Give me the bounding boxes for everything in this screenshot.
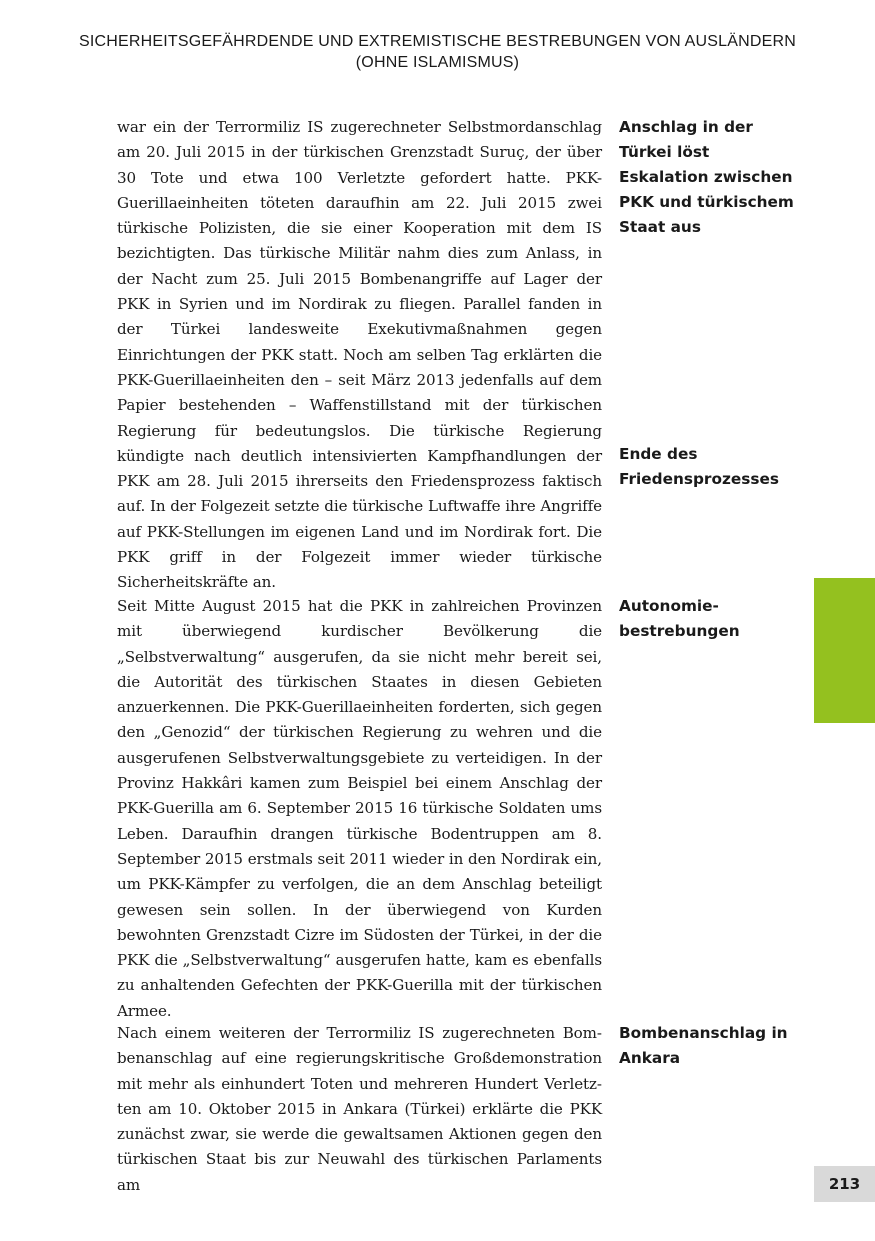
body-paragraph-1 [117, 115, 602, 596]
margin-note-autonomy: Autonomiebestrebungen [619, 597, 740, 640]
body-paragraph-3 [117, 1021, 602, 1198]
running-header [0, 31, 875, 73]
paragraph-text: war ein der Terrormiliz IS zugerechneter Selbstmordanschlag am 20. Juli 2015 in der türkischen Grenzstadt Suruç, der über 30 Tote und etwa 100 Verletzte gefordert hatte. PKK-Guerillaeinheiten töteten daraufhin am 22. Juli 2015 zwei türkische Polizisten, die sie einer Kooperation mit dem IS bezichtigten. Das türkische Militär nahm dies zum Anlass, in der Nacht zum 25. Juli 2015 Bombenangriffe auf Lager der PKK in Syrien und im Nordirak zu fliegen. Parallel fanden in der Türkei landesweite Exekutivmaßnahmen gegen Einrichtungen der PKK statt. Noch am selben Tag erklärten die PKK-Guerillaeinheiten den – seit März 2013 jedenfalls auf dem Papier bestehenden – Waffenstillstand mit der türkischen Regierung für bedeutungslos. Die türkische Regierung kündigte nach deutlich intensivierten Kampfhandlungen der PKK am 28. Juli 2015 ihrerseits den Friedensprozess faktisch auf. In der Folgezeit setzte die türkische Luftwaffe ihre Angriffe auf PKK-Stellungen im eigenen Land und im Nordirak fort. Die PKK griff in der Folgezeit immer wieder türkische Sicherheitskräfte an. [117, 118, 602, 592]
paragraph-text: Seit Mitte August 2015 hat die PKK in zahlreichen Provinzen mit überwiegend kurdischer Bevölkerung die „Selbstverwaltung“ ausgerufen, da sie nicht mehr bereit sei, die Autorität des türkischen Staates in diesen Gebieten anzuerkennen. Die PKK-Guerillaeinheiten forderten, sich gegen den „Genozid“ der türkischen Regierung zu wehren und die ausgerufenen Selbstverwaltungsgebiete zu verteidigen. In der Provinz Hakkâri kamen zum Beispiel bei einem Anschlag der PKK-Guerilla am 6. September 2015 16 türkische Soldaten ums Leben. Daraufhin drangen türkische Bodentruppen am 8. September 2015 erstmals seit 2011 wieder in den Nordirak ein, um PKK-Kämpfer zu verfolgen, die an dem Anschlag beteiligt gewesen sein sollen. In der überwiegend von Kurden bewohnten Grenzstadt Cizre im Südosten der Türkei, in der die PKK die „Selbstverwaltung“ ausgerufen hatte, kam es ebenfalls zu anhaltenden Gefechten der PKK-Guerilla mit der türkischen Armee. [117, 597, 602, 1020]
running-header-line-1: SICHERHEITSGEFÄHRDENDE UND EXTREMISTISCHE BESTREBUNGEN VON AUSLÄNDERN [78, 33, 797, 50]
body-paragraph-2 [117, 594, 602, 1024]
page-number-label: 213 [828, 1175, 861, 1193]
running-header-line-2: (OHNE ISLAMISMUS) [355, 54, 520, 71]
chapter-thumb-tab [814, 578, 875, 723]
margin-note-attack-escalation: Anschlag in der Türkei löst Eskalation zwischen PKK und türkischem Staat aus [619, 118, 794, 236]
margin-note-end-of-peace-process: Ende des Friedensprozesses [619, 445, 779, 488]
paragraph-text: Nach einem weiteren der Terrormiliz IS zugerechneten Bombenanschlag auf eine regierungskritische Großdemonstration mit mehr als einhundert Toten und mehreren Hundert Verletzten am 10. Oktober 2015 in Ankara (Türkei) erklärte die PKK zunächst zwar, sie werde die gewaltsamen Aktionen gegen den türkischen Staat bis zur Neuwahl des türkischen Parlaments am [117, 1024, 602, 1194]
page-number [814, 1166, 875, 1202]
margin-note-ankara-bombing: Bombenanschlag in Ankara [619, 1024, 788, 1067]
